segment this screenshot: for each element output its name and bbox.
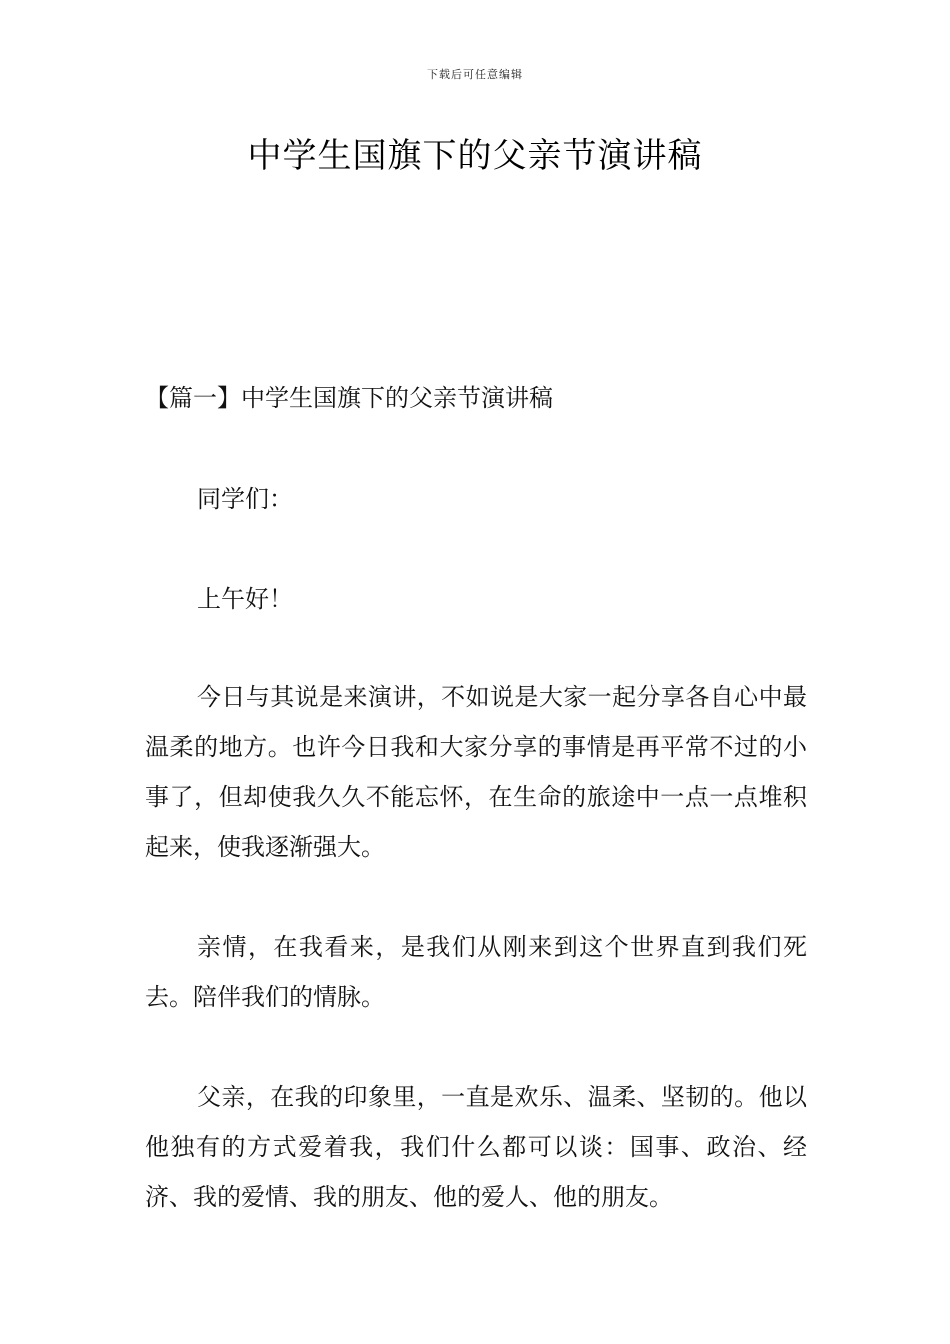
page-title: 中学生国旗下的父亲节演讲稿: [247, 136, 703, 176]
paragraph-family: 亲情，在我看来，是我们从刚来到这个世界直到我们死去。陪伴我们的情脉。: [145, 933, 807, 1011]
section-heading: 【篇一】中学生国旗下的父亲节演讲稿: [145, 384, 553, 412]
paragraph-father: 父亲，在我的印象里，一直是欢乐、温柔、坚韧的。他以他独有的方式爱着我，我们什么都可以谈：国事、政治、经济、我的爱情、我的朋友、他的爱人、他的朋友。: [145, 1083, 807, 1211]
paragraph-intro: 今日与其说是来演讲，不如说是大家一起分享各自心中最温柔的地方。也许今日我和大家分享的事情是再平常不过的小事了，但却使我久久不能忘怀，在生命的旅途中一点一点堆积起来，使我逐渐强大。: [145, 683, 807, 861]
paragraph-hello: 上午好！: [197, 585, 293, 613]
paragraph-greeting: 同学们：: [197, 485, 293, 513]
header-note: 下载后可任意编辑: [427, 68, 523, 81]
